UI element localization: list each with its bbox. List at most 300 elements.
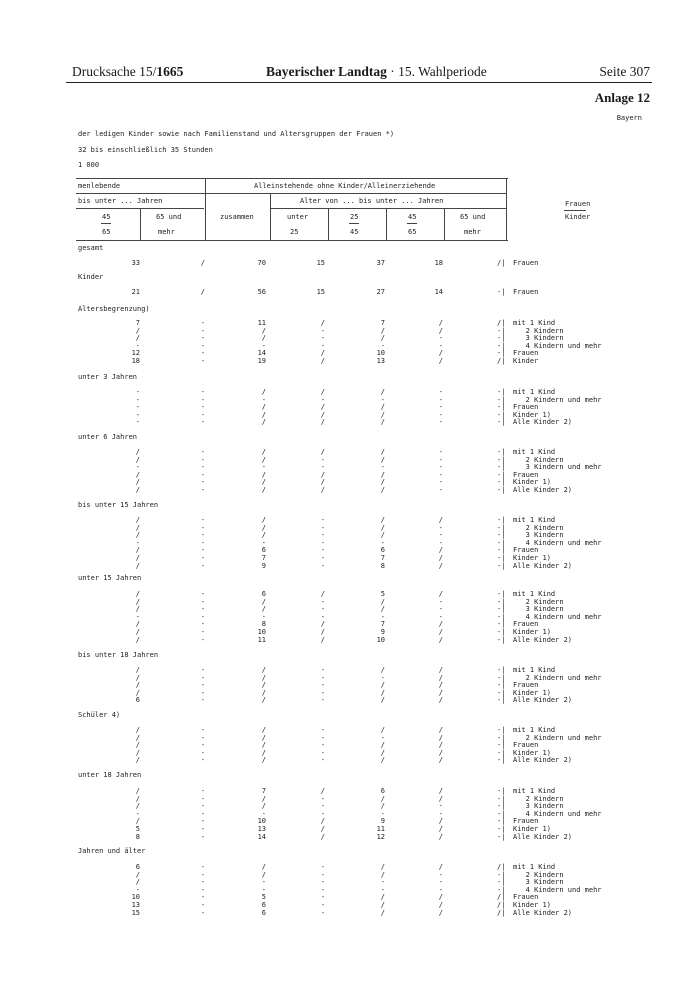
table-cell: - [320, 531, 325, 540]
table-cell: / [320, 448, 325, 456]
row-marker: -| [497, 870, 506, 879]
table-cell: - [438, 478, 443, 487]
table-cell: - [200, 863, 205, 871]
table-cell: / [261, 681, 266, 690]
table-cell: 7 [380, 620, 385, 629]
table-cell: / [380, 901, 385, 909]
header-divider-2 [140, 208, 141, 240]
table-cell: - [135, 612, 140, 621]
table-cell: / [135, 590, 140, 598]
table-cell: - [200, 726, 205, 734]
row-label: Frauen [513, 546, 539, 555]
table-cell: / [380, 863, 385, 871]
row-marker: -| [497, 538, 506, 547]
table-row [0, 486, 700, 494]
row-marker: -| [497, 349, 506, 358]
table-cell: 6 [261, 901, 266, 909]
table-cell: - [135, 463, 140, 472]
row-marker: -| [497, 523, 506, 532]
table-cell: / [261, 486, 266, 494]
table-cell: / [135, 802, 140, 811]
table-cell: / [135, 628, 140, 636]
table-cell: / [261, 741, 266, 750]
row-label: Frauen [513, 741, 539, 750]
table-cell: / [135, 486, 140, 494]
table-cell: / [320, 825, 325, 833]
table-cell: - [438, 410, 443, 419]
row-marker: -| [497, 733, 506, 742]
table-cell: - [438, 523, 443, 532]
table-cell: - [438, 334, 443, 343]
row-label: Frauen [513, 470, 539, 479]
row-label: 2 Kindern [513, 794, 564, 803]
table-cell: - [438, 388, 443, 396]
table-cell: / [320, 635, 325, 644]
table-cell: 13 [376, 357, 385, 365]
header-rule-bottom [76, 240, 508, 241]
table-cell: / [438, 748, 443, 757]
table-cell: - [438, 885, 443, 894]
row-marker: -| [497, 726, 506, 734]
row-label: Kinder 1) [513, 825, 551, 833]
table-cell: 9 [380, 628, 385, 636]
header-divider-7 [506, 178, 507, 240]
table-cell: / [380, 748, 385, 757]
table-cell: / [135, 756, 140, 765]
region-label: Bayern [616, 114, 642, 122]
table-cell: - [200, 388, 205, 396]
table-cell: / [135, 787, 140, 795]
col6-rule [407, 223, 417, 224]
table-cell: / [438, 319, 443, 327]
row-label: Frauen [513, 259, 539, 267]
table-cell: - [200, 696, 205, 705]
table-cell: / [380, 486, 385, 494]
table-cell: / [320, 486, 325, 494]
table-cell: / [438, 825, 443, 833]
table-cell: 7 [380, 554, 385, 562]
table-cell: - [320, 733, 325, 742]
table-cell: / [135, 620, 140, 629]
table-cell: / [438, 893, 443, 902]
table-cell: - [200, 908, 205, 917]
row-label: Frauen [513, 288, 539, 296]
table-cell: - [200, 901, 205, 909]
table-cell: - [438, 870, 443, 879]
table-cell: - [380, 395, 385, 404]
table-cell: - [438, 538, 443, 547]
table-cell: / [380, 666, 385, 674]
row-label: mit 1 Kind [513, 448, 556, 456]
row-marker: -| [497, 635, 506, 644]
table-cell: - [200, 620, 205, 629]
publisher-name: Bayerischer Landtag [266, 64, 387, 79]
table-cell: / [380, 893, 385, 902]
col3-header: zusammen [220, 213, 254, 221]
table-cell: / [261, 605, 266, 614]
table-cell: - [200, 870, 205, 879]
table-cell: 13 [131, 901, 140, 909]
row-marker: /| [497, 357, 506, 365]
table-cell: / [320, 470, 325, 479]
table-cell: / [380, 455, 385, 464]
table-cell: 6 [135, 696, 140, 705]
table-cell: - [200, 395, 205, 404]
row-label: 2 Kindern [513, 326, 564, 335]
section-title: unter 15 Jahren [78, 574, 142, 582]
row-label: 2 Kindern und mehr [513, 673, 602, 682]
row-label: mit 1 Kind [513, 516, 556, 524]
table-cell: - [320, 726, 325, 734]
table-cell: / [135, 870, 140, 879]
row-marker: /| [497, 908, 506, 917]
row-label: Frauen [513, 349, 539, 358]
table-cell: / [261, 673, 266, 682]
header-group-left: menlebende [78, 182, 121, 190]
table-row [0, 636, 700, 644]
row-label: mit 1 Kind [513, 787, 556, 795]
table-cell: 5 [135, 825, 140, 833]
table-cell: / [135, 523, 140, 532]
row-label: 2 Kindern [513, 597, 564, 606]
col1-top: 45 [102, 213, 111, 221]
row-label: Kinder 1) [513, 901, 551, 909]
section-title: Schüler 4) [78, 711, 121, 719]
row-marker: -| [497, 470, 506, 479]
row-marker: -| [497, 478, 506, 487]
table-cell: / [438, 666, 443, 674]
table-cell: - [320, 605, 325, 614]
row-label: 2 Kindern [513, 523, 564, 532]
row-marker: -| [497, 554, 506, 562]
table-cell: 10 [376, 635, 385, 644]
col5-top: 25 [350, 213, 359, 221]
row-label: Alle Kinder 2) [513, 696, 573, 705]
table-cell: / [135, 561, 140, 570]
table-cell: / [320, 403, 325, 412]
table-cell: / [438, 673, 443, 682]
row-marker: -| [497, 666, 506, 674]
row-label: Alle Kinder 2) [513, 756, 573, 765]
row-marker: -| [497, 748, 506, 757]
table-cell: / [135, 673, 140, 682]
row-label: 2 Kindern [513, 870, 564, 879]
table-cell: / [380, 605, 385, 614]
section-title: bis unter 18 Jahren [78, 651, 159, 659]
table-cell: - [380, 612, 385, 621]
table-cell: / [135, 794, 140, 803]
row-marker: -| [497, 455, 506, 464]
table-cell: - [200, 326, 205, 335]
row-label: mit 1 Kind [513, 863, 556, 871]
table-cell: - [200, 341, 205, 350]
table-cell: / [320, 817, 325, 826]
row-marker: -| [497, 620, 506, 629]
row-marker: -| [497, 673, 506, 682]
row-label: 4 Kindern und mehr [513, 612, 602, 621]
header-rule-mid-1 [206, 193, 506, 194]
table-cell: 8 [261, 620, 266, 629]
table-cell: 19 [257, 357, 266, 365]
table-cell: - [380, 809, 385, 818]
table-cell: / [261, 802, 266, 811]
table-cell: - [438, 597, 443, 606]
table-cell: 6 [261, 546, 266, 555]
row-marker: -| [497, 395, 506, 404]
section-title: unter 18 Jahren [78, 771, 142, 779]
row-label: 3 Kindern [513, 802, 564, 811]
table-cell: / [380, 741, 385, 750]
table-cell: - [320, 681, 325, 690]
table-cell: / [438, 741, 443, 750]
row-marker: -| [497, 885, 506, 894]
table-cell: - [200, 612, 205, 621]
col1-rule [101, 223, 111, 224]
table-cell: - [320, 554, 325, 562]
table-cell: / [438, 756, 443, 765]
table-cell: / [261, 863, 266, 871]
table-cell: / [320, 349, 325, 358]
table-cell: - [320, 546, 325, 555]
table-cell: - [320, 334, 325, 343]
table-cell: / [380, 334, 385, 343]
table-cell: / [135, 817, 140, 826]
header-kinder: Kinder [565, 213, 591, 221]
table-cell: - [438, 612, 443, 621]
table-cell: / [438, 516, 443, 524]
page-header-center [266, 64, 487, 80]
table-row [0, 909, 700, 917]
table-cell: / [135, 741, 140, 750]
row-marker: -| [497, 486, 506, 494]
table-cell: / [438, 349, 443, 358]
table-cell: / [438, 326, 443, 335]
row-label: 3 Kindern [513, 531, 564, 540]
table-cell: - [320, 341, 325, 350]
table-cell: 9 [380, 817, 385, 826]
table-cell: - [261, 538, 266, 547]
table-cell: - [135, 341, 140, 350]
table-cell: - [320, 878, 325, 887]
row-label: mit 1 Kind [513, 590, 556, 598]
col5-bottom: 45 [350, 228, 359, 236]
row-label: Kinder 1) [513, 410, 551, 419]
table-cell: 6 [261, 590, 266, 598]
row-marker: -| [497, 326, 506, 335]
section-title: bis unter 15 Jahren [78, 501, 159, 509]
table-cell: - [438, 448, 443, 456]
table-cell: - [200, 554, 205, 562]
table-cell: / [135, 531, 140, 540]
table-cell: - [438, 403, 443, 412]
table-cell: - [200, 733, 205, 742]
table-cell: - [438, 809, 443, 818]
table-cell: / [438, 681, 443, 690]
row-label: 2 Kindern [513, 455, 564, 464]
table-cell: / [135, 688, 140, 697]
table-cell: - [200, 334, 205, 343]
table-cell: - [320, 908, 325, 917]
table-cell: - [200, 794, 205, 803]
table-cell: - [380, 463, 385, 472]
table-cell: - [200, 893, 205, 902]
table-cell: / [380, 326, 385, 335]
table-cell: - [200, 666, 205, 674]
row-label: Alle Kinder 2) [513, 486, 573, 494]
table-cell: - [200, 546, 205, 555]
row-label: Frauen [513, 403, 539, 412]
row-label: mit 1 Kind [513, 726, 556, 734]
row-label: Kinder 1) [513, 748, 551, 757]
table-cell: - [380, 885, 385, 894]
row-label: mit 1 Kind [513, 666, 556, 674]
row-label: 4 Kindern und mehr [513, 809, 602, 818]
table-cell: / [320, 357, 325, 365]
table-cell: / [380, 388, 385, 396]
page-number: Seite 307 [599, 64, 650, 79]
table-cell: - [320, 756, 325, 765]
table-cell: / [320, 787, 325, 795]
table-cell: - [200, 590, 205, 598]
table-cell: 37 [376, 259, 385, 267]
table-cell: - [380, 673, 385, 682]
row-label: mit 1 Kind [513, 388, 556, 396]
table-cell: / [135, 733, 140, 742]
table-cell: - [200, 748, 205, 757]
page-header-left [72, 64, 183, 80]
row-marker: -| [497, 463, 506, 472]
table-cell: - [320, 561, 325, 570]
table-cell: / [380, 523, 385, 532]
table-cell: / [438, 554, 443, 562]
table-cell: - [200, 478, 205, 487]
table-cell: - [320, 463, 325, 472]
row-marker: -| [497, 756, 506, 765]
row-label: 2 Kindern und mehr [513, 733, 602, 742]
table-cell: / [380, 870, 385, 879]
header-divider-4 [328, 208, 329, 240]
header-rule [66, 82, 652, 83]
table-cell: / [380, 681, 385, 690]
row-marker: -| [497, 448, 506, 456]
table-cell: 14 [257, 832, 266, 841]
header-group-mid: Alleinstehende ohne Kinder/Alleinerziehende [254, 182, 436, 190]
table-cell: / [380, 908, 385, 917]
table-row [0, 696, 700, 704]
table-row [0, 288, 700, 296]
col7-bottom: mehr [464, 228, 481, 236]
table-cell: / [438, 357, 443, 365]
table-cell: / [261, 418, 266, 427]
header-divider-5 [386, 208, 387, 240]
table-cell: 6 [135, 863, 140, 871]
table-cell: / [438, 590, 443, 598]
table-cell: / [261, 388, 266, 396]
table-cell: - [320, 673, 325, 682]
table-cell: - [200, 878, 205, 887]
section-title: gesamt [78, 244, 104, 252]
table-cell: 14 [434, 288, 443, 296]
row-marker: -| [497, 418, 506, 427]
table-cell: 27 [376, 288, 385, 296]
table-cell: - [200, 531, 205, 540]
table-row [0, 357, 700, 365]
table-cell: - [320, 395, 325, 404]
row-marker: -| [497, 334, 506, 343]
table-cell: 70 [257, 259, 266, 267]
row-label: Frauen [513, 893, 539, 902]
table-cell: / [438, 787, 443, 795]
table-cell: / [438, 546, 443, 555]
table-cell: / [135, 681, 140, 690]
row-marker: -| [497, 403, 506, 412]
table-cell: - [380, 341, 385, 350]
row-label: Alle Kinder 2) [513, 635, 573, 644]
table-cell: / [135, 448, 140, 456]
table-cell: - [438, 531, 443, 540]
table-cell: / [438, 696, 443, 705]
table-cell: / [438, 901, 443, 909]
row-marker: -| [497, 787, 506, 795]
table-cell: / [320, 478, 325, 487]
table-cell: 5 [380, 590, 385, 598]
row-marker: -| [497, 794, 506, 803]
table-cell: / [380, 531, 385, 540]
table-cell: - [200, 832, 205, 841]
table-cell: 7 [261, 554, 266, 562]
col2-top: 65 und [156, 213, 182, 221]
table-cell: / [261, 696, 266, 705]
row-label: 3 Kindern [513, 605, 564, 614]
table-row [0, 756, 700, 764]
table-cell: / [438, 620, 443, 629]
table-cell: / [135, 635, 140, 644]
table-cell: / [261, 733, 266, 742]
table-cell: 15 [316, 288, 325, 296]
row-label: mit 1 Kind [513, 319, 556, 327]
col6-bottom: 65 [408, 228, 417, 236]
row-marker: -| [497, 832, 506, 841]
table-cell: - [320, 748, 325, 757]
table-cell: - [320, 863, 325, 871]
table-cell: - [135, 395, 140, 404]
section-title: unter 3 Jahren [78, 373, 138, 381]
table-cell: - [320, 794, 325, 803]
table-cell: / [261, 448, 266, 456]
table-cell: - [320, 666, 325, 674]
table-cell: - [200, 463, 205, 472]
table-cell: / [438, 635, 443, 644]
table-cell: 6 [380, 546, 385, 555]
header-rule-mid-2 [270, 208, 506, 209]
header-frauen: Frauen [565, 200, 591, 208]
row-marker: -| [497, 681, 506, 690]
table-cell: - [200, 628, 205, 636]
col2-bottom: mehr [158, 228, 175, 236]
row-label: 4 Kindern und mehr [513, 341, 602, 350]
table-cell: / [261, 516, 266, 524]
table-cell: / [135, 597, 140, 606]
row-label: Kinder 1) [513, 688, 551, 697]
row-marker: -| [497, 741, 506, 750]
row-marker: -| [497, 612, 506, 621]
table-cell: / [261, 478, 266, 487]
table-cell: - [200, 688, 205, 697]
row-label: 3 Kindern [513, 878, 564, 887]
row-marker: -| [497, 590, 506, 598]
table-caption: der ledigen Kinder sowie nach Familienstand und Altersgruppen der Frauen *) [78, 130, 395, 138]
table-cell: - [135, 410, 140, 419]
